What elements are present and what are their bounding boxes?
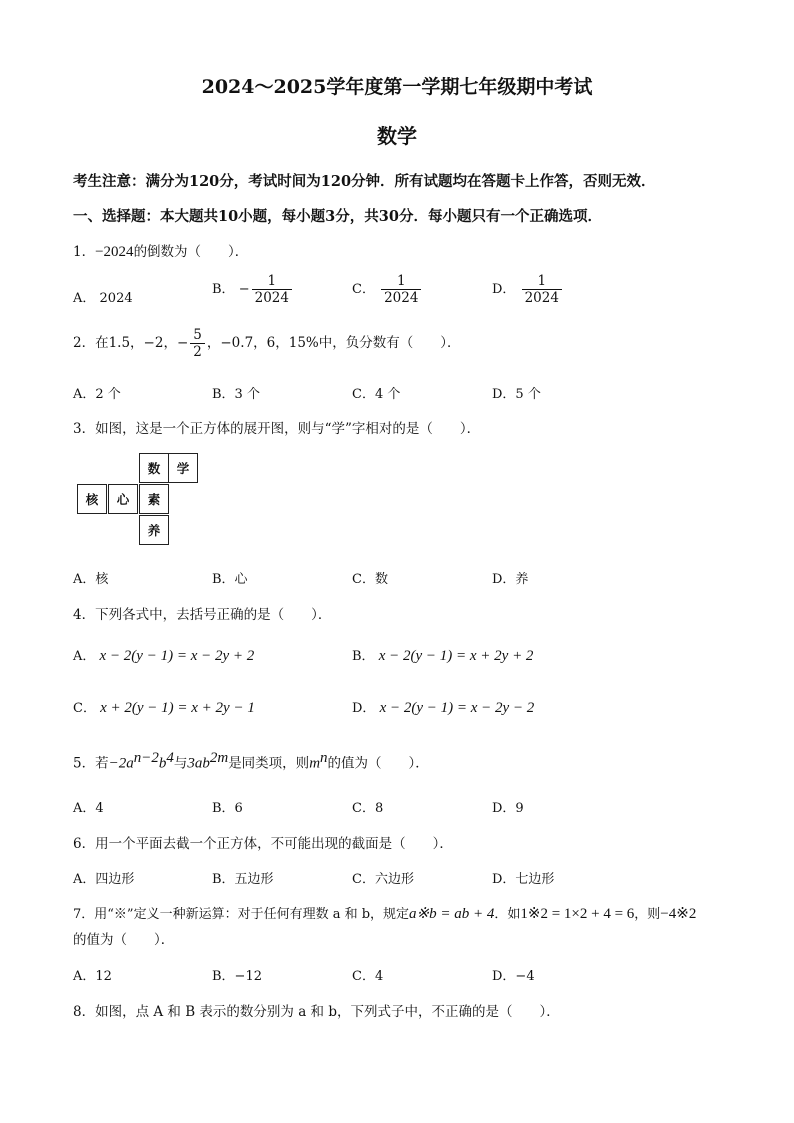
q5-option-d[interactable]: D．9: [492, 801, 524, 816]
q2-option-c[interactable]: C．4 个: [352, 387, 401, 402]
q2-option-d[interactable]: D．5 个: [492, 387, 541, 402]
fraction: $\frac{1}{2024}$: [522, 273, 562, 306]
question-1-stem: 1．−2024的倒数为（ ）．: [73, 244, 249, 260]
section-heading: 一、选择题：本大题共10小题，每小题3分，共30分．每小题只有一个正确选项．: [73, 208, 602, 225]
q6-option-c[interactable]: C．六边形: [352, 872, 414, 887]
q1-option-c[interactable]: C． $\frac{1}{2024}$: [352, 273, 423, 306]
fraction: $\frac{5}{2}$: [190, 327, 205, 360]
q5-option-a[interactable]: A．4: [73, 801, 104, 816]
q4-option-a[interactable]: A． x − 2(y − 1) = x − 2y + 2: [73, 648, 255, 664]
net-cell: 学: [168, 453, 198, 483]
net-cell: 核: [77, 484, 107, 514]
q3-option-a[interactable]: A．核: [73, 572, 109, 587]
exam-notice: 考生注意：满分为120分，考试时间为120分钟．所有试题均在答题卡上作答，否则无效．: [73, 173, 656, 190]
q7-option-b[interactable]: B．−12: [212, 969, 262, 984]
exam-title: 2024～2025学年度第一学期七年级期中考试: [201, 76, 593, 98]
q4-option-c[interactable]: C． x + 2(y − 1) = x + 2y − 1: [73, 700, 255, 716]
net-cell: 心: [108, 484, 138, 514]
q1-option-b[interactable]: B． − $\frac{1}{2024}$: [212, 273, 294, 306]
question-2-stem: 2．在1.5，−2，− $\frac{5}{2}$ ，−0.7，6，15%中，负分数有（ ）．: [73, 327, 461, 360]
q5-option-b[interactable]: B．6: [212, 801, 243, 816]
question-6-stem: 6．用一个平面去截一个正方体，不可能出现的截面是（ ）．: [73, 836, 453, 852]
q3-option-d[interactable]: D．养: [492, 572, 529, 587]
q5-option-c[interactable]: C．8: [352, 801, 384, 816]
question-3-stem: 3．如图，这是一个正方体的展开图，则与“学”字相对的是（ ）．: [73, 421, 481, 437]
q6-option-d[interactable]: D．七边形: [492, 872, 555, 887]
q3-option-c[interactable]: C．数: [352, 572, 388, 587]
question-7-stem: 7．用“※”定义一种新运算：对于任何有理数 a 和 b，规定a※b = ab + 4．如1※2 = 1×2 + 4 = 6，则−4※2: [73, 906, 697, 922]
fraction: $\frac{1}{2024}$: [381, 273, 421, 306]
q3-option-b[interactable]: B．心: [212, 572, 248, 587]
question-5-stem: 5．若$-2a^{n-2}b^4$与$3ab^{2m}$是同类项，则$m^n$的值为（ ）．: [73, 750, 429, 772]
q6-option-b[interactable]: B．五边形: [212, 872, 274, 887]
question-4-stem: 4．下列各式中，去括号正确的是（ ）．: [73, 607, 332, 623]
question-8-stem: 8．如图，点 A 和 B 表示的数分别为 a 和 b，下列式子中，不正确的是（ ）．: [73, 1004, 560, 1020]
net-cell: 数: [139, 453, 169, 483]
q7-option-d[interactable]: D．−4: [492, 969, 535, 984]
cube-net-figure: [77, 453, 201, 549]
q2-option-b[interactable]: B．3 个: [212, 387, 260, 402]
q7-option-c[interactable]: C．4: [352, 969, 384, 984]
q1-option-a[interactable]: A． 2024: [73, 291, 133, 306]
q2-option-a[interactable]: A．2 个: [73, 387, 121, 402]
net-cell: 素: [139, 484, 169, 514]
q1-option-d[interactable]: D． $\frac{1}{2024}$: [492, 273, 564, 306]
question-7-stem-cont: 的值为（ ）．: [73, 932, 175, 948]
q4-option-b[interactable]: B． x − 2(y − 1) = x + 2y + 2: [352, 648, 534, 664]
net-cell: 养: [139, 515, 169, 545]
fraction: $\frac{1}{2024}$: [252, 273, 292, 306]
subject-title: 数学: [377, 124, 417, 148]
q7-option-a[interactable]: A．12: [73, 969, 112, 984]
q4-option-d[interactable]: D． x − 2(y − 1) = x − 2y − 2: [352, 700, 535, 716]
q6-option-a[interactable]: A．四边形: [73, 872, 135, 887]
